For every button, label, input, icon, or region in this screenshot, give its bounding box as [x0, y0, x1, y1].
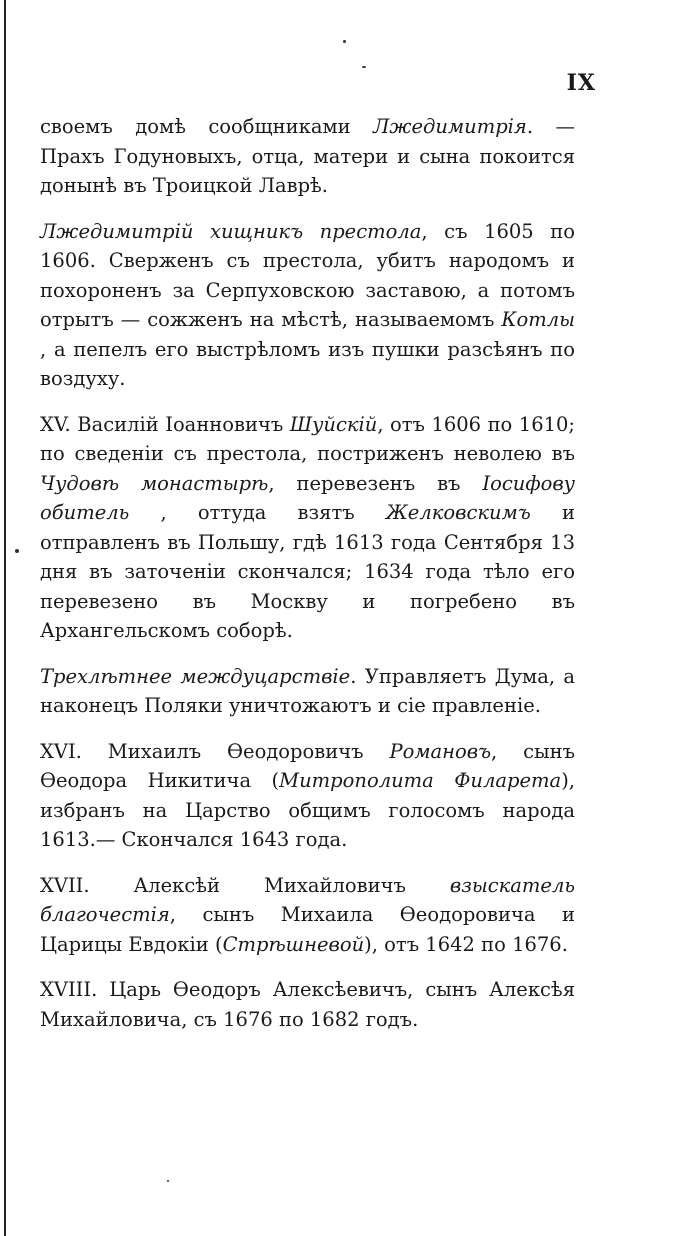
italic-text-segment: Чудовѣ монастырѣ	[40, 471, 269, 495]
text-segment: , оттуда взятъ	[129, 501, 386, 524]
ink-speck	[362, 66, 366, 68]
italic-text-segment: Трехлѣтнее междуцарствіе	[40, 664, 351, 688]
paragraph	[40, 662, 575, 721]
page-edge-rule	[4, 0, 6, 1236]
italic-text-segment: Котлы	[501, 308, 575, 331]
text-segment: , перевезенъ въ	[268, 471, 483, 495]
text-segment: XV. Василій Іоанновичъ	[40, 412, 290, 436]
text-segment: ), избранъ на Царство общимъ голосомъ народа 1613.— Скончался 1643 года.	[40, 769, 575, 851]
text-segment: , сынъ Михаила Ѳеодоровича и Царицы Евдокіи (	[40, 903, 575, 956]
italic-text-segment: Стрѣшневой	[222, 932, 365, 956]
text-segment: XVI. Михаилъ Ѳеодоровичъ	[40, 739, 390, 763]
ink-speck	[167, 1180, 169, 1182]
text-segment: XVIII. Царь Ѳеодоръ Алексѣевичъ, сынъ Алексѣя Михайловича, съ 1676 по 1682 годъ.	[40, 978, 575, 1031]
text-segment: своемъ домѣ сообщниками	[40, 115, 374, 138]
text-segment: , съ 1605 по 1606. Сверженъ съ престола, убитъ народомъ и похороненъ за Серпуховскою заставою, а потомъ отрытъ — сожженъ на мѣстѣ, называемомъ	[40, 219, 576, 331]
text-segment: , отъ 1606 по 1610; по сведеніи съ престола, постриженъ неволею въ	[40, 412, 575, 465]
paragraph	[40, 871, 575, 960]
text-segment: , сынъ Ѳеодора Никитича (	[40, 739, 575, 792]
text-segment: . Управляетъ Дума, а наконецъ Поляки уничтожаютъ и сіе правленіе.	[40, 664, 576, 717]
ink-speck	[15, 549, 19, 553]
italic-text-segment: взыскатель благочестія	[40, 873, 575, 926]
italic-text-segment: Іосифову обитель	[40, 471, 575, 524]
italic-text-segment: Шуйскій	[289, 412, 378, 436]
page-number: IX	[566, 70, 596, 96]
italic-text-segment: Желковскимъ	[385, 501, 531, 524]
text-segment: , а пепелъ его выстрѣломъ изъ пушки разсѣянъ по воздуху.	[40, 337, 575, 390]
italic-text-segment: Романовъ	[389, 739, 492, 763]
text-segment: XVII. Алексѣй Михайловичъ	[40, 873, 450, 897]
paragraph	[40, 217, 575, 394]
italic-text-segment: Лжедимитрій хищникъ престола	[40, 219, 422, 243]
paragraph	[40, 410, 575, 646]
italic-text-segment: Лжедимитрія	[373, 115, 527, 138]
page-body	[40, 112, 575, 1034]
text-segment: ), отъ 1642 по 1676.	[364, 932, 568, 956]
paragraph	[40, 737, 575, 855]
text-segment: и отправленъ въ Польшу, гдѣ 1613 года Сентября 13 дня въ заточеніи скончался; 1634 года тѣло его перевезено въ Москву и погребено въ Архангельскомъ соборѣ.	[40, 501, 575, 642]
paragraph	[40, 112, 575, 201]
paragraph	[40, 975, 575, 1034]
ink-speck	[343, 40, 346, 43]
text-segment: . — Прахъ Годуновыхъ, отца, матери и сына покоится донынѣ въ Троицкой Лаврѣ.	[40, 115, 575, 197]
italic-text-segment: Митрополита Филарета	[279, 769, 562, 792]
